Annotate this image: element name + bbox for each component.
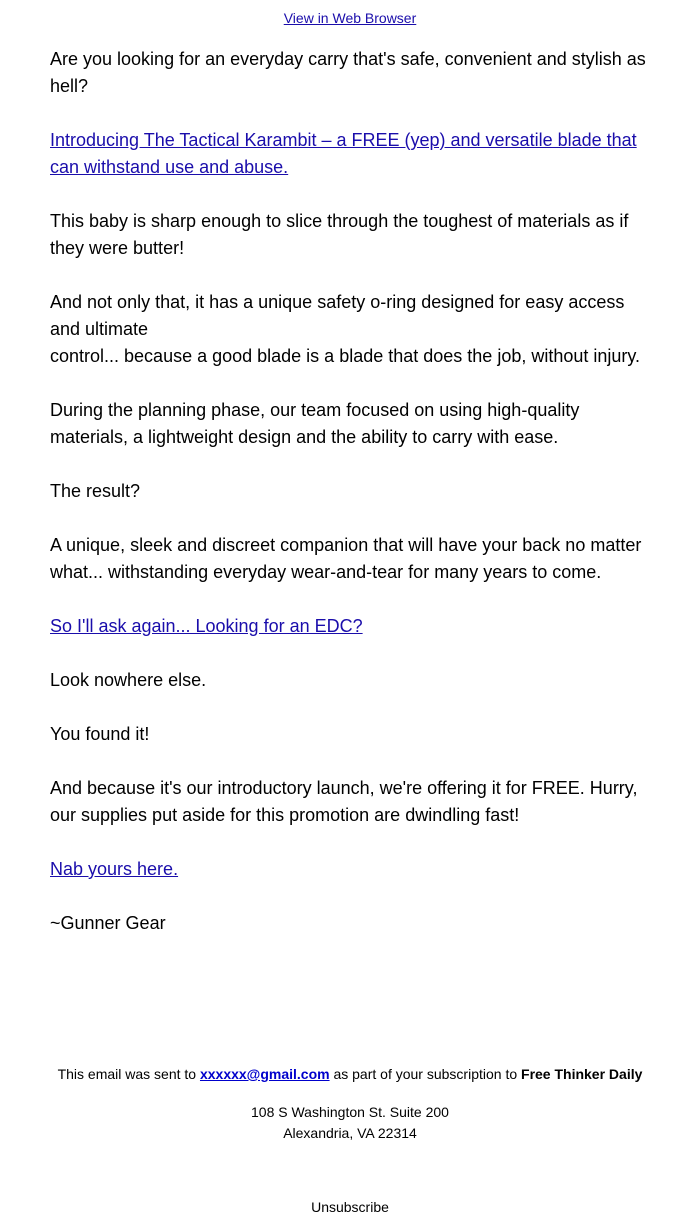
look-nowhere-paragraph: Look nowhere else. (50, 670, 207, 690)
nab-yours-link[interactable]: Nab yours here. (50, 859, 179, 879)
sent-prefix: This email was sent to (57, 1066, 200, 1082)
safety-paragraph (50, 289, 655, 370)
view-in-web-browser-link[interactable]: View in Web Browser (283, 10, 417, 26)
edc-link[interactable]: So I'll ask again... Looking for an EDC? (50, 616, 363, 636)
postal-address (0, 1102, 700, 1144)
email-footer (0, 1064, 700, 1215)
safety-line-2: control... because a good blade is a blade that does the job, without injury. (50, 346, 641, 366)
intro-link-paragraph (50, 127, 655, 181)
result-paragraph: A unique, sleek and discreet companion that will have your back no matter what... withstanding everyday wear-and-tear for many years to come. (50, 535, 642, 582)
free-offer-paragraph: And because it's our introductory launch, we're offering it for FREE. Hurry, our supplies put aside for this promotion are dwindling fast! (50, 778, 638, 825)
address-line-1: 108 S Washington St. Suite 200 (251, 1104, 449, 1120)
signature: ~Gunner Gear (50, 913, 166, 933)
address-line-2: Alexandria, VA 22314 (283, 1125, 417, 1141)
edc-link-paragraph (50, 613, 655, 640)
sent-middle: as part of your subscription to (329, 1066, 522, 1082)
sharpness-paragraph: This baby is sharp enough to slice through the toughest of materials as if they were butter! (50, 211, 629, 258)
safety-line-1: And not only that, it has a unique safety o-ring designed for easy access and ultimate (50, 292, 625, 339)
subscription-brand: Free Thinker Daily (521, 1066, 643, 1082)
tactical-karambit-link[interactable]: Introducing The Tactical Karambit – a FREE (yep) and versatile blade that can withstand use and abuse. (50, 130, 637, 177)
recipient-email-link[interactable]: xxxxxx@gmail.com (199, 1066, 330, 1082)
nab-link-paragraph (50, 856, 655, 883)
subscription-notice (0, 1064, 700, 1085)
unsubscribe-link[interactable]: Unsubscribe (311, 1199, 389, 1215)
email-body (50, 46, 655, 964)
web-view-row (0, 10, 700, 26)
found-it-paragraph: You found it! (50, 724, 150, 744)
planning-paragraph: During the planning phase, our team focused on using high-quality materials, a lightweight design and the ability to carry with ease. (50, 400, 580, 447)
result-question: The result? (50, 481, 141, 501)
intro-paragraph: Are you looking for an everyday carry that's safe, convenient and stylish as hell? (50, 49, 646, 96)
